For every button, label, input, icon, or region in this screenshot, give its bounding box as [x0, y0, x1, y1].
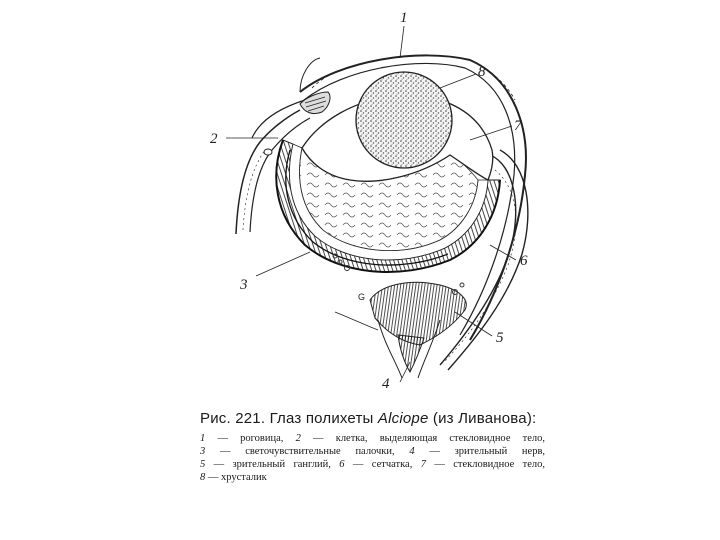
label-1: 1: [400, 10, 408, 26]
legend-item: 6 — сетчатка,: [339, 459, 413, 470]
caption-prefix: Рис. 221. Глаз полихеты: [200, 410, 374, 427]
label-2: 2: [210, 131, 218, 147]
legend-item: 4 — зрительный нерв,: [409, 446, 546, 457]
lens: [356, 72, 452, 168]
label-3: 3: [240, 277, 248, 293]
legend-item: 3 — светочувствительные палочки,: [200, 446, 395, 457]
label-7: 7: [514, 118, 522, 134]
legend-item: 5 — зрительный ганглий,: [200, 459, 331, 470]
legend-item: 1 — роговица,: [200, 433, 284, 444]
label-8: 8: [478, 64, 486, 80]
label-4: 4: [382, 376, 390, 392]
legend-item: 2 — клетка, выделяющая стекловидное тело,: [295, 433, 546, 444]
figure-caption: [200, 410, 545, 484]
legend-item: 8 — хрусталик: [200, 472, 267, 483]
label-g: G: [358, 292, 366, 302]
label-5: 5: [496, 330, 504, 346]
caption-species: Alciope: [377, 410, 429, 427]
label-6: 6: [520, 253, 528, 269]
caption-title: [200, 410, 545, 428]
legend-item: 7 — стекловидное тело,: [420, 459, 546, 470]
caption-legend: [200, 432, 545, 484]
caption-suffix: (из Ливанова):: [432, 410, 537, 427]
